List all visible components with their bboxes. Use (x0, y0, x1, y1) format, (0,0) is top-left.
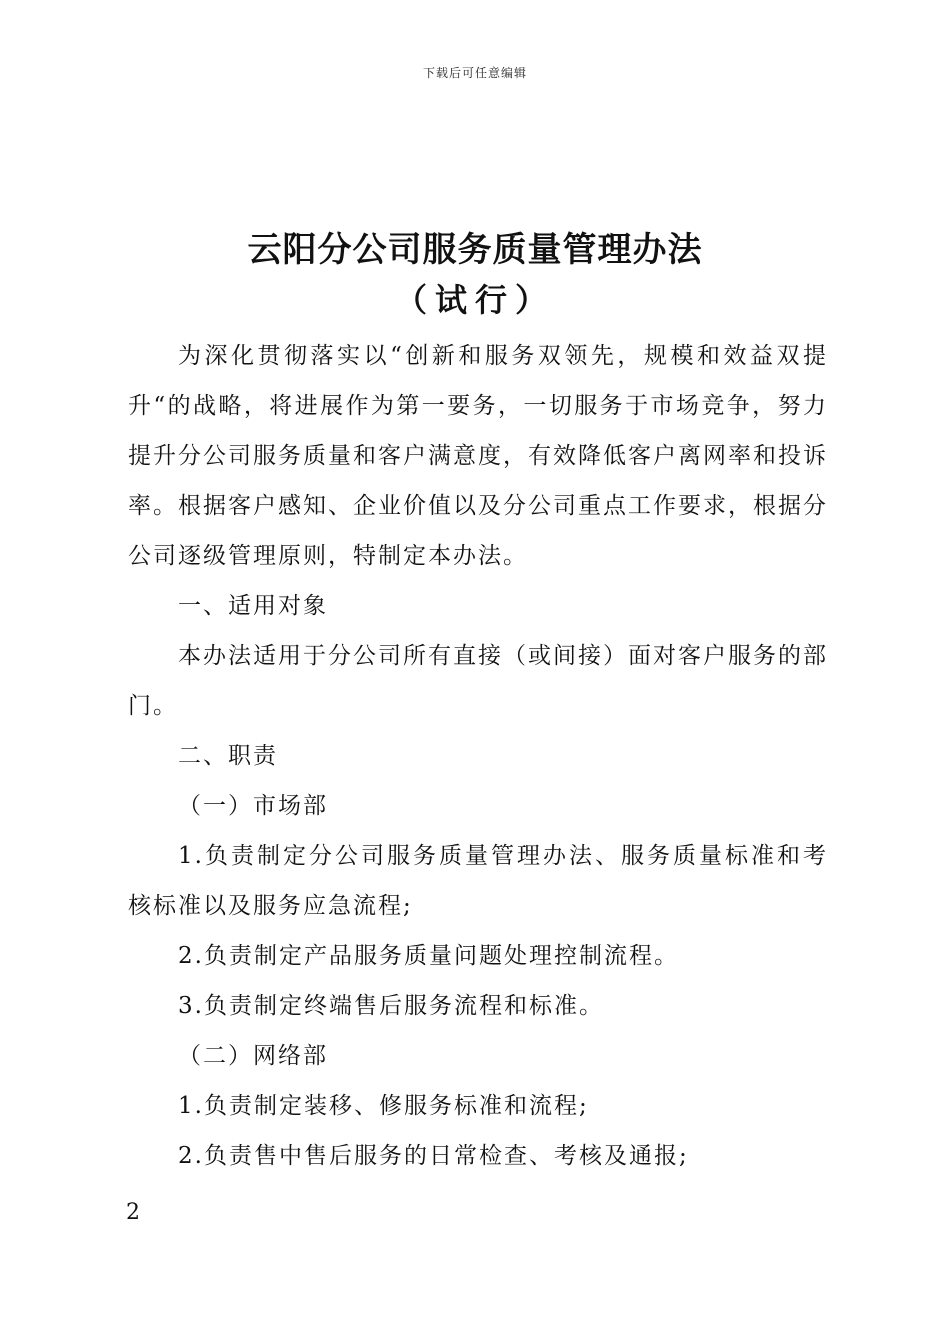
scope-paragraph: 本办法适用于分公司所有直接（或间接）面对客户服务的部门。 (128, 643, 828, 719)
page-number: 2 (126, 1200, 140, 1225)
subsection-heading-marketing: （一）市场部 (178, 793, 328, 819)
section-heading-duties: 二、职责 (178, 743, 278, 769)
intro-paragraph: 为深化贯彻落实以“创新和服务双领先，规模和效益双提升“的战略，将进展作为第一要务，一切服务于市场竞争，努力提升分公司服务质量和客户满意度，有效降低客户离网率和投诉率。根据客户感知、企业价值以及分公司重点工作要求，根据分公司逐级管理原则，特制定本办法。 (128, 343, 828, 569)
document-subtitle: （试行） (394, 281, 555, 319)
header-note: 下载后可任意编辑 (422, 66, 527, 80)
network-item-2: 2.负责售中售后服务的日常检查、考核及通报; (178, 1143, 689, 1169)
document-title: 云阳分公司服务质量管理办法 (247, 230, 703, 270)
marketing-item-3: 3.负责制定终端售后服务流程和标准。 (178, 993, 604, 1019)
document-body (128, 331, 828, 1181)
subsection-heading-network: （二）网络部 (178, 1043, 328, 1069)
section-heading-scope: 一、适用对象 (178, 593, 328, 619)
network-item-1: 1.负责制定装移、修服务标准和流程; (178, 1093, 589, 1119)
marketing-item-1: 1.负责制定分公司服务质量管理办法、服务质量标准和考核标准以及服务应急流程; (128, 843, 828, 919)
marketing-item-2: 2.负责制定产品服务质量问题处理控制流程。 (178, 943, 679, 969)
